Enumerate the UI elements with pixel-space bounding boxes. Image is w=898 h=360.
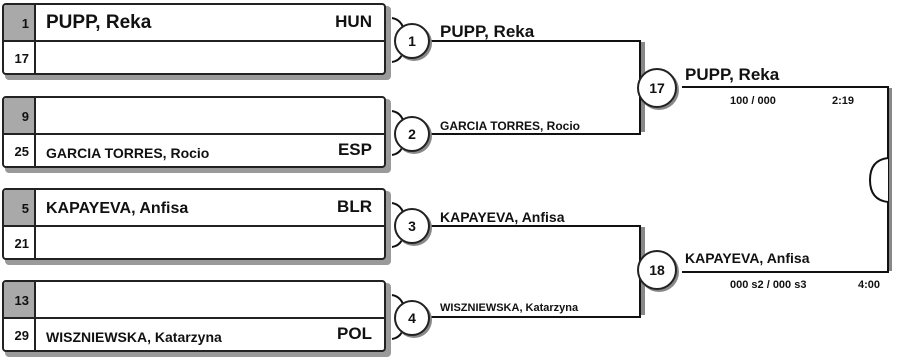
round1-winner: PUPP, Reka xyxy=(440,22,535,41)
bout-time: 4:00 xyxy=(858,279,881,291)
seed-label: 25 xyxy=(4,133,36,168)
country-code: ESP xyxy=(337,140,372,159)
country-code: BLR xyxy=(337,197,372,216)
round1-winner: GARCIA TORRES, Rocio xyxy=(440,119,581,133)
bout-score: 000 s2 / 000 s3 xyxy=(730,279,807,291)
bout-number: 4 xyxy=(394,300,430,336)
seed-label: 17 xyxy=(4,40,36,75)
round2-winner: KAPAYEVA, Anfisa xyxy=(685,250,810,266)
country-code: POL xyxy=(337,324,372,343)
pairing-4 xyxy=(2,280,388,357)
pairing-2 xyxy=(2,96,388,173)
fencer-name: KAPAYEVA, Anfisa xyxy=(46,200,189,217)
round1-winner: WISZNIEWSKA, Katarzyna xyxy=(440,302,579,314)
round1-winner: KAPAYEVA, Anfisa xyxy=(440,209,565,225)
seed-label: 13 xyxy=(4,282,36,317)
bout-number: 18 xyxy=(637,250,677,290)
round2-winner: PUPP, Reka xyxy=(685,65,780,84)
seed-label: 5 xyxy=(4,190,36,225)
fencer-name: PUPP, Reka xyxy=(46,12,152,33)
pairing-3 xyxy=(2,188,388,265)
pairing-1 xyxy=(2,3,388,80)
bout-score: 100 / 000 xyxy=(730,95,776,107)
country-code: HUN xyxy=(335,12,372,31)
bout-number: 2 xyxy=(394,116,430,152)
bout-number: 1 xyxy=(394,23,430,59)
seed-label: 29 xyxy=(4,317,36,352)
bout-time: 2:19 xyxy=(832,95,855,107)
fencer-name: WISZNIEWSKA, Katarzyna xyxy=(46,329,222,345)
seed-label: 1 xyxy=(4,5,36,40)
seed-label: 9 xyxy=(4,98,36,133)
fencer-name: GARCIA TORRES, Rocio xyxy=(46,145,210,161)
bout-number: 17 xyxy=(637,68,677,108)
seed-label: 21 xyxy=(4,225,36,260)
bout-number: 3 xyxy=(394,208,430,244)
